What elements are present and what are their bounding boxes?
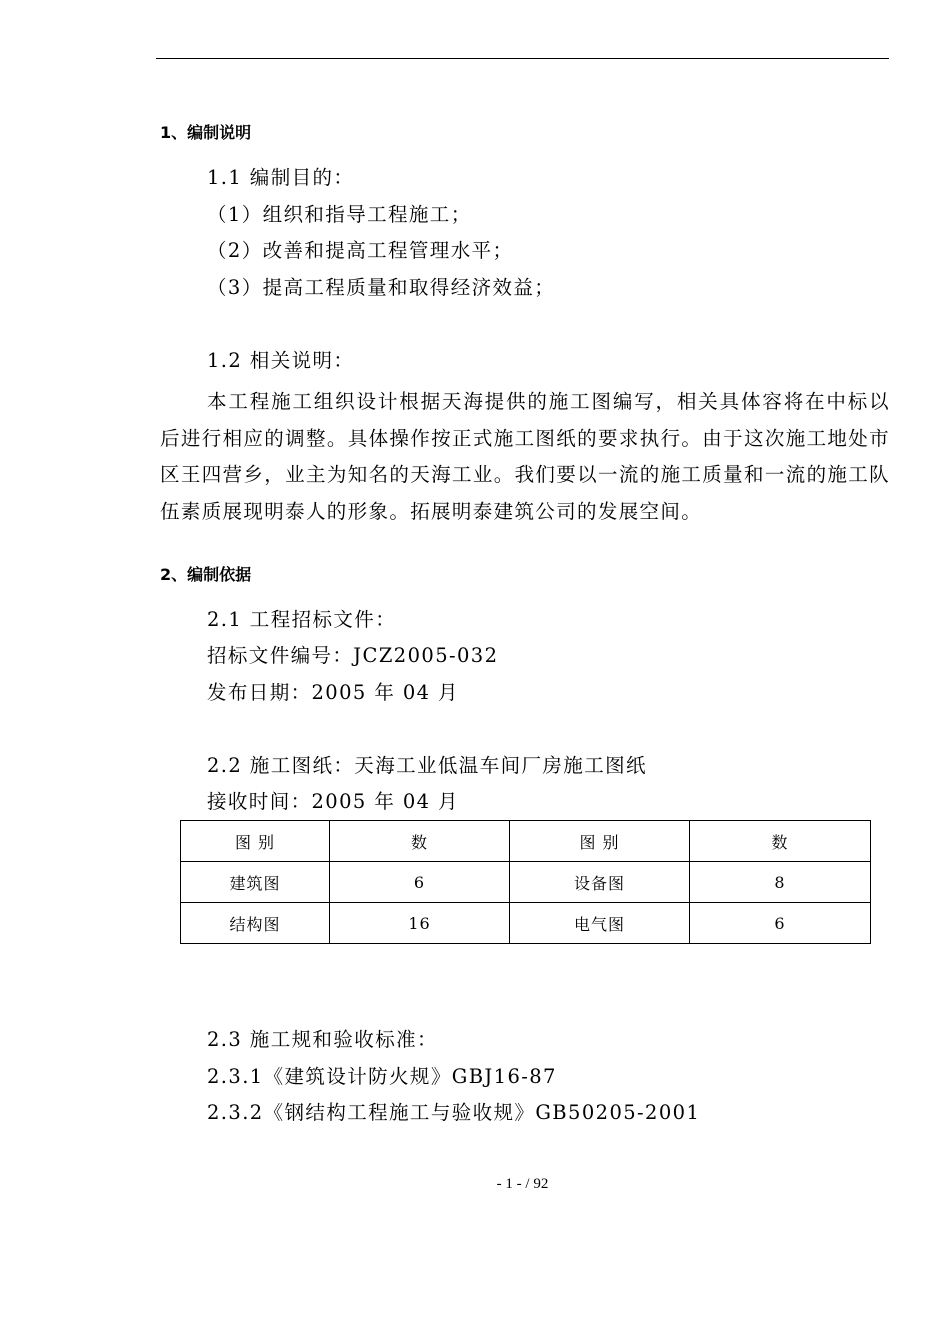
table-header-cell: 图 别 — [510, 821, 690, 862]
page-number: - 1 - — [496, 1176, 522, 1192]
section-2-1-title: 2.1 工程招标文件： — [207, 608, 397, 631]
table-header-cell: 图 别 — [181, 821, 330, 862]
receive-date: 接收时间：2005 年 04 月 — [207, 790, 459, 813]
publish-date: 发布日期：2005 年 04 月 — [207, 681, 459, 704]
section-2-2-title: 2.2 施工图纸：天海工业低温车间厂房施工图纸 — [207, 754, 647, 777]
table-header-row — [181, 821, 871, 862]
page-footer — [0, 1176, 950, 1193]
standard-item-2: 2.3.2《钢结构工程施工与验收规》GB50205-2001 — [207, 1101, 701, 1124]
table-row — [181, 862, 871, 903]
drawings-table — [180, 820, 871, 944]
section-2-heading: 2、编制依据 — [160, 565, 252, 584]
table-cell: 16 — [330, 903, 510, 944]
table-cell: 6 — [330, 862, 510, 903]
section-1-2-body: 本工程施工组织设计根据天海提供的施工图编写，相关具体容将在中标以后进行相应的调整。具体操作按正式施工图纸的要求执行。由于这次施工地处市区王四营乡，业主为知名的天海工业。我们要以一流的施工质量和一流的施工队伍素质展现明泰人的形象。拓展明泰建筑公司的发展空间。 — [160, 390, 890, 524]
table-cell: 电气图 — [510, 903, 690, 944]
table-cell: 建筑图 — [181, 862, 330, 903]
table-cell: 结构图 — [181, 903, 330, 944]
purpose-item-1: （1）组织和指导工程施工； — [207, 203, 472, 226]
section-1-1-title: 1.1 编制目的： — [207, 166, 355, 189]
purpose-item-2: （2）改善和提高工程管理水平； — [207, 239, 514, 262]
section-1-heading: 1、编制说明 — [160, 123, 252, 142]
table-header-cell: 数 — [690, 821, 871, 862]
page-total: / 92 — [525, 1176, 549, 1192]
section-1-2-title: 1.2 相关说明： — [207, 349, 355, 372]
table-cell: 8 — [690, 862, 871, 903]
header-rule — [156, 58, 889, 59]
table-cell: 6 — [690, 903, 871, 944]
section-2-3-title: 2.3 施工规和验收标准： — [207, 1028, 438, 1051]
tender-doc-number: 招标文件编号：JCZ2005-032 — [207, 644, 499, 667]
purpose-item-3: （3）提高工程质量和取得经济效益； — [207, 276, 556, 299]
table-row — [181, 903, 871, 944]
table-header-cell: 数 — [330, 821, 510, 862]
table-cell: 设备图 — [510, 862, 690, 903]
standard-item-1: 2.3.1《建筑设计防火规》GBJ16-87 — [207, 1065, 557, 1088]
